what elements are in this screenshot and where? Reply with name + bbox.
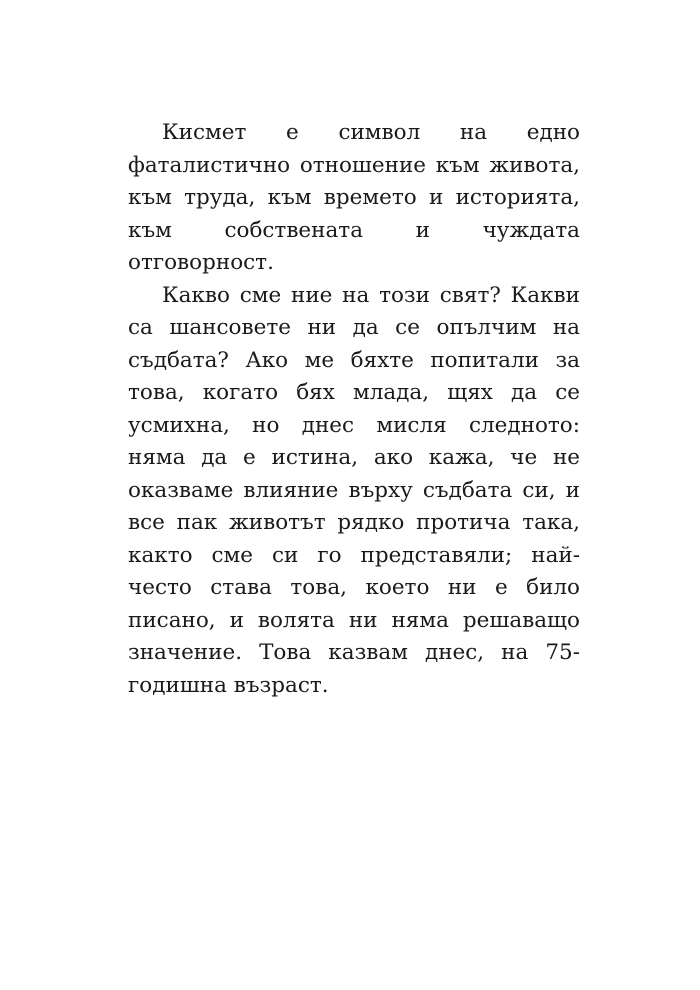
paragraph-2: Какво сме ние на този свят? Какви са шансовете ни да се опълчим на съдбата? Ако ме бяхте попитали за това, когато бях млада, щях да се усмихна, но днес мисля следното: няма да е истина, ако кажа, че не оказваме влияние върху съдбата си, и все пак животът рядко протича така, както сме си го представяли; най-често става това, което ни е било писано, и волята ни няма решаващо значение. Това казвам днес, на 75-годишна възраст.: [128, 282, 580, 698]
body-text: [128, 117, 580, 702]
paragraph-1: Кисмет е символ на едно фаталистично отношение към живота, към труда, към времето и историята, към собствената и чуждата отговорност.: [128, 120, 580, 275]
